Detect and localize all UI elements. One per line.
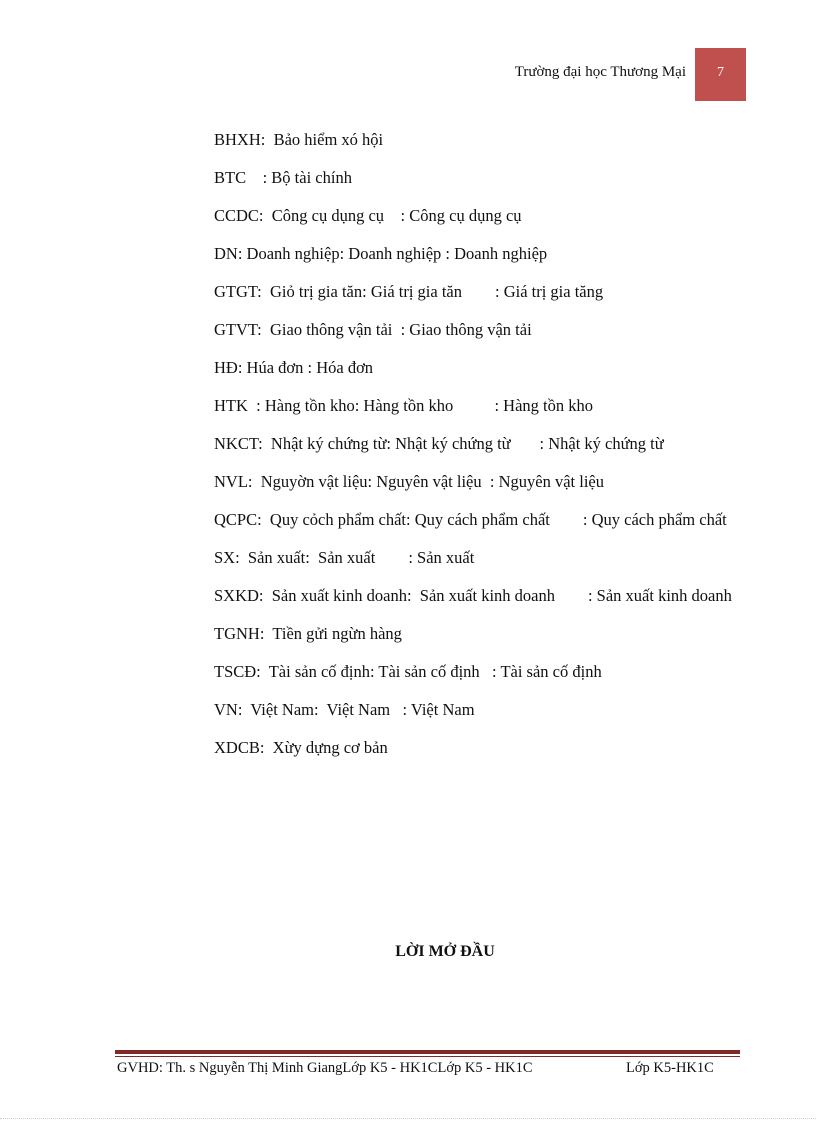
page-number-box [695,48,746,101]
abbreviation-item: SX: Sản xuất: Sản xuất : Sản xuất [214,548,475,567]
abbreviation-item: CCDC: Công cụ dụng cụ : Công cụ dụng cụ [214,206,522,225]
abbreviation-item: GTVT: Giao thông vận tải : Giao thông vận tải [214,320,532,339]
abbreviation-item: XDCB: Xừy dựng cơ bản [214,738,388,757]
abbreviation-item: HTK : Hàng tồn kho: Hàng tồn kho : Hàng tồn kho [214,396,594,415]
abbreviation-item: TSCĐ: Tài sản cố định: Tài sản cố định : Tài sản cố định [214,662,602,681]
section-title: LỜI MỞ ĐẦU [395,943,495,960]
footer-divider-thin [115,1056,740,1057]
abbreviation-item: BHXH: Bảo hiểm xó hội [214,130,384,149]
abbreviation-item: BTC : Bộ tài chính [214,168,352,187]
abbreviation-item: TGNH: Tiền gửi ngừn hàng [214,624,402,643]
abbreviation-item: VN: Việt Nam: Việt Nam : Việt Nam [214,700,475,719]
abbreviation-item: QCPC: Quy cỏch phẩm chất: Quy cách phẩm chất : Quy cách phẩm chất [214,510,727,529]
abbreviation-list [214,125,734,771]
page-number: 7 [717,64,724,80]
page-edge [0,1118,816,1119]
abbreviation-item: GTGT: Giỏ trị gia tăn: Giá trị gia tăn : Giá trị gia tăng [214,282,604,301]
abbreviation-item: NKCT: Nhật ký chứng từ: Nhật ký chứng từ : Nhật ký chứng từ [214,434,664,453]
header-title: Trường đại học Thương Mại [514,64,686,80]
footer-class: Lớp K5-HK1C [626,1060,714,1076]
abbreviation-item: SXKD: Sản xuất kinh doanh: Sản xuất kinh doanh : Sản xuất kinh doanh [214,586,732,605]
footer-instructor: GVHD: Th. s Nguyễn Thị Minh GiangLớp K5 - HK1CLớp K5 - HK1C [117,1060,533,1076]
abbreviation-item: NVL: Nguyờn vật liệu: Nguyên vật liệu : Nguyên vật liệu [214,472,604,491]
abbreviation-item: HĐ: Húa đơn : Hóa đơn [214,358,374,377]
footer-divider [115,1050,740,1054]
abbreviation-item: DN: Doanh nghiệp: Doanh nghiệp : Doanh nghiệp [214,244,548,263]
